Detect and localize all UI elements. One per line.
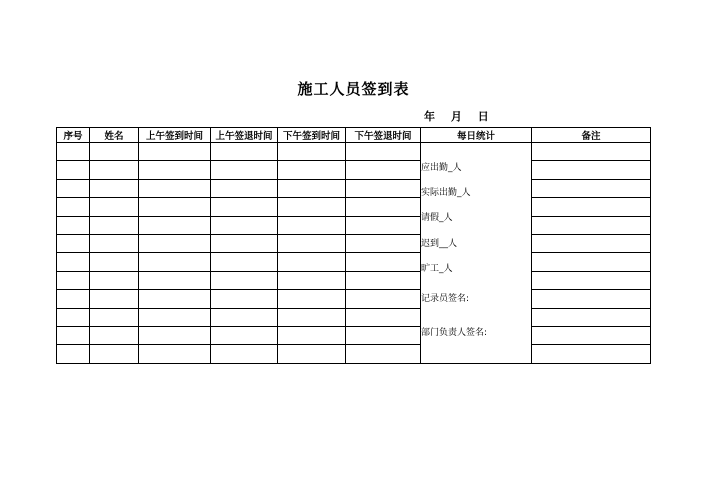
- header-name: 姓名: [90, 128, 139, 143]
- table-cell[interactable]: [139, 143, 211, 161]
- table-cell[interactable]: [346, 271, 421, 289]
- date-day: 日: [477, 110, 490, 123]
- table-cell[interactable]: [90, 290, 139, 308]
- table-row: [57, 179, 651, 197]
- table-row: [57, 290, 651, 308]
- table-cell[interactable]: [346, 216, 421, 234]
- header-index: 序号: [57, 128, 90, 143]
- header-am-sign-out: 上午签退时间: [211, 128, 278, 143]
- table-cell[interactable]: [346, 308, 421, 326]
- table-cell[interactable]: [346, 345, 421, 363]
- table-cell[interactable]: [532, 198, 651, 216]
- table-row: [57, 308, 651, 326]
- table-cell[interactable]: [278, 326, 346, 344]
- table-cell[interactable]: [211, 143, 278, 161]
- stat-line: 应出勤_人: [421, 163, 462, 173]
- table-cell[interactable]: [532, 234, 651, 252]
- table-cell[interactable]: [532, 271, 651, 289]
- table-cell[interactable]: [532, 143, 651, 161]
- table-row: [57, 143, 651, 161]
- table-cell[interactable]: [346, 290, 421, 308]
- table-cell[interactable]: [278, 308, 346, 326]
- table-cell[interactable]: [346, 198, 421, 216]
- header-daily-stats: 每日统计: [421, 128, 532, 143]
- table-cell[interactable]: [278, 290, 346, 308]
- table-cell[interactable]: [211, 198, 278, 216]
- stat-line: 请假_人: [421, 213, 453, 224]
- table-cell[interactable]: [346, 143, 421, 161]
- date-year: 年: [424, 110, 436, 123]
- table-cell[interactable]: [211, 308, 278, 326]
- table-cell[interactable]: [278, 143, 346, 161]
- table-cell[interactable]: [532, 345, 651, 363]
- table-cell[interactable]: [278, 271, 346, 289]
- table-row: [57, 271, 651, 289]
- table-cell[interactable]: [532, 161, 651, 179]
- table-cell[interactable]: [346, 179, 421, 197]
- table-cell[interactable]: [278, 345, 346, 363]
- table-cell[interactable]: [57, 198, 90, 216]
- stat-line: 部门负责人签名:: [421, 327, 488, 338]
- table-cell[interactable]: [139, 216, 211, 234]
- table-cell[interactable]: [532, 253, 651, 271]
- table-cell[interactable]: [139, 234, 211, 252]
- table-cell[interactable]: [532, 290, 651, 308]
- table-cell[interactable]: [90, 345, 139, 363]
- table-row: [57, 326, 651, 344]
- table-cell[interactable]: [139, 308, 211, 326]
- table-cell[interactable]: [57, 216, 90, 234]
- table-cell[interactable]: [211, 326, 278, 344]
- table-cell[interactable]: [90, 143, 139, 161]
- table-cell[interactable]: [90, 253, 139, 271]
- table-cell[interactable]: [211, 179, 278, 197]
- table-cell[interactable]: [211, 290, 278, 308]
- table-cell[interactable]: [57, 161, 90, 179]
- table-cell[interactable]: [532, 179, 651, 197]
- table-cell[interactable]: [139, 179, 211, 197]
- header-pm-sign-in: 下午签到时间: [278, 128, 346, 143]
- table-cell[interactable]: [278, 161, 346, 179]
- table-cell[interactable]: [532, 326, 651, 344]
- table-cell[interactable]: [90, 234, 139, 252]
- table-cell[interactable]: [278, 253, 346, 271]
- table-cell[interactable]: [139, 290, 211, 308]
- date-month: 月: [450, 110, 463, 123]
- table-row: [57, 345, 651, 363]
- table-row: [57, 198, 651, 216]
- table-cell[interactable]: [532, 308, 651, 326]
- table-cell[interactable]: [211, 161, 278, 179]
- table-row: [57, 234, 651, 252]
- table-cell[interactable]: [139, 253, 211, 271]
- table-cell[interactable]: [211, 234, 278, 252]
- table-cell[interactable]: [211, 271, 278, 289]
- table-cell[interactable]: [278, 179, 346, 197]
- daily-stats-cell: [421, 143, 532, 364]
- table-cell[interactable]: [57, 253, 90, 271]
- table-cell[interactable]: [278, 234, 346, 252]
- table-cell[interactable]: [139, 161, 211, 179]
- date-line: [424, 108, 500, 124]
- table-row: [57, 216, 651, 234]
- table-cell[interactable]: [346, 161, 421, 179]
- table-cell[interactable]: [57, 234, 90, 252]
- stat-line: 迟到__人: [421, 238, 458, 249]
- table-cell[interactable]: [278, 216, 346, 234]
- stat-line: 记录员签名:: [421, 293, 470, 304]
- table-cell[interactable]: [57, 326, 90, 344]
- sign-in-table: [56, 127, 651, 364]
- stat-line: 实际出勤_人: [421, 188, 471, 199]
- table-cell[interactable]: [139, 271, 211, 289]
- table-cell[interactable]: [346, 326, 421, 344]
- header-am-sign-in: 上午签到时间: [139, 128, 211, 143]
- table-cell[interactable]: [532, 216, 651, 234]
- table-cell[interactable]: [139, 198, 211, 216]
- table-cell[interactable]: [57, 143, 90, 161]
- table-cell[interactable]: [57, 290, 90, 308]
- table-cell[interactable]: [57, 271, 90, 289]
- table-cell[interactable]: [346, 234, 421, 252]
- table-cell[interactable]: [346, 253, 421, 271]
- table-cell[interactable]: [90, 216, 139, 234]
- table-cell[interactable]: [278, 198, 346, 216]
- stat-line: 旷工_人: [421, 263, 453, 274]
- table-cell[interactable]: [90, 161, 139, 179]
- table-cell[interactable]: [90, 271, 139, 289]
- table-cell[interactable]: [90, 326, 139, 344]
- table-cell[interactable]: [139, 345, 211, 363]
- table-cell[interactable]: [57, 308, 90, 326]
- table-row: [57, 161, 651, 179]
- table-cell[interactable]: [90, 198, 139, 216]
- page-title: 施工人员签到表: [297, 80, 410, 98]
- table-cell[interactable]: [211, 345, 278, 363]
- header-remarks: 备注: [532, 128, 651, 143]
- table-cell[interactable]: [139, 326, 211, 344]
- header-pm-sign-out: 下午签退时间: [346, 128, 421, 143]
- table-cell[interactable]: [57, 345, 90, 363]
- header-row: [57, 128, 651, 143]
- table-cell[interactable]: [90, 179, 139, 197]
- table-cell[interactable]: [211, 216, 278, 234]
- table-cell[interactable]: [90, 308, 139, 326]
- table-cell[interactable]: [211, 253, 278, 271]
- table-row: [57, 253, 651, 271]
- table-cell[interactable]: [57, 179, 90, 197]
